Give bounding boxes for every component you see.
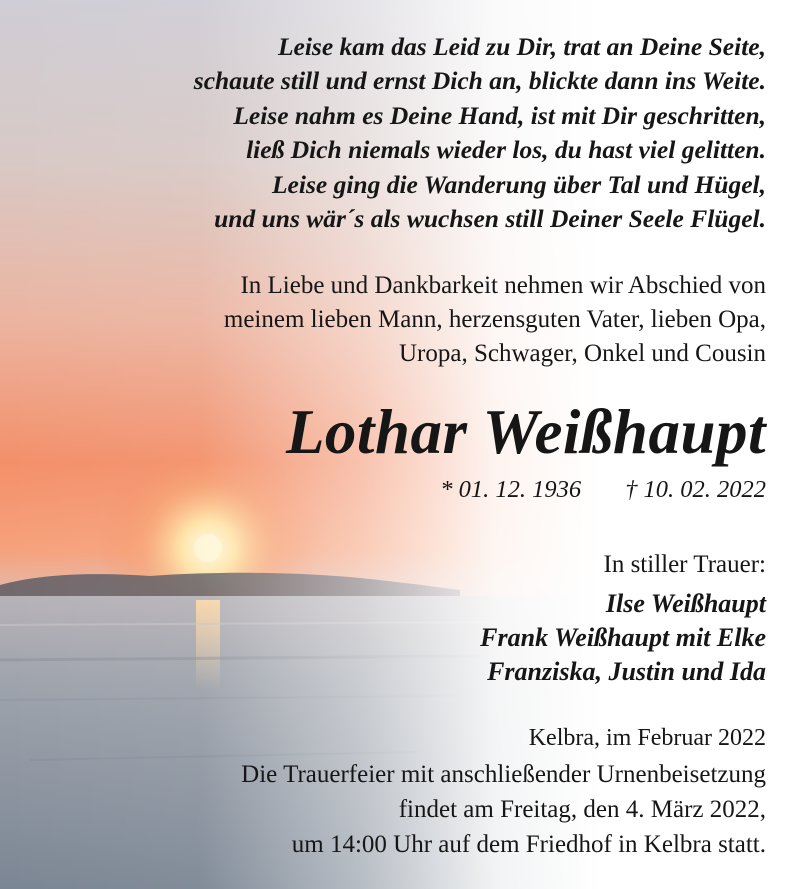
- birth-date: * 01. 12. 1936: [440, 476, 582, 504]
- notice-content: [46, 30, 766, 862]
- poem-line: und uns wär´s als wuchsen still Deiner Seele Flügel.: [214, 204, 766, 234]
- mourner-name: Ilse Weißhaupt: [605, 589, 766, 619]
- mourners-list: [46, 587, 766, 689]
- farewell-line: Uropa, Schwager, Onkel und Cousin: [399, 340, 766, 368]
- funeral-line: findet am Freitag, den 4. März 2022,: [398, 796, 766, 824]
- place-and-date: Kelbra, im Februar 2022: [528, 725, 766, 752]
- farewell-text: [46, 269, 766, 371]
- death-date: † 10. 02. 2022: [625, 476, 766, 504]
- poem-line: Leise kam das Leid zu Dir, trat an Deine Seite,: [277, 32, 766, 61]
- funeral-line: um 14:00 Uhr auf dem Friedhof in Kelbra statt.: [291, 831, 766, 859]
- mourner-name: Frank Weißhaupt mit Elke: [480, 623, 766, 653]
- funeral-info: [46, 757, 766, 862]
- poem-line: Leise ging die Wanderung über Tal und Hügel,: [271, 169, 766, 199]
- life-dates: [46, 475, 766, 505]
- funeral-line: Die Trauerfeier mit anschließender Urnenbeisetzung: [241, 761, 766, 789]
- memorial-poem: [46, 30, 766, 236]
- farewell-line: In Liebe und Dankbarkeit nehmen wir Abschied von: [240, 272, 766, 300]
- poem-line: ließ Dich niemals wieder los, du hast viel gelitten.: [246, 135, 766, 165]
- mourning-label: In stiller Trauer:: [603, 551, 766, 579]
- poem-line: Leise nahm es Deine Hand, ist mit Dir geschritten,: [233, 100, 766, 130]
- deceased-name: Lothar Weißhaupt: [285, 397, 766, 468]
- mourner-name: Franziska, Justin und Ida: [487, 657, 766, 687]
- poem-line: schaute still und ernst Dich an, blickte dann ins Weite.: [193, 66, 766, 96]
- farewell-line: meinem lieben Mann, herzensguten Vater, lieben Opa,: [223, 306, 766, 334]
